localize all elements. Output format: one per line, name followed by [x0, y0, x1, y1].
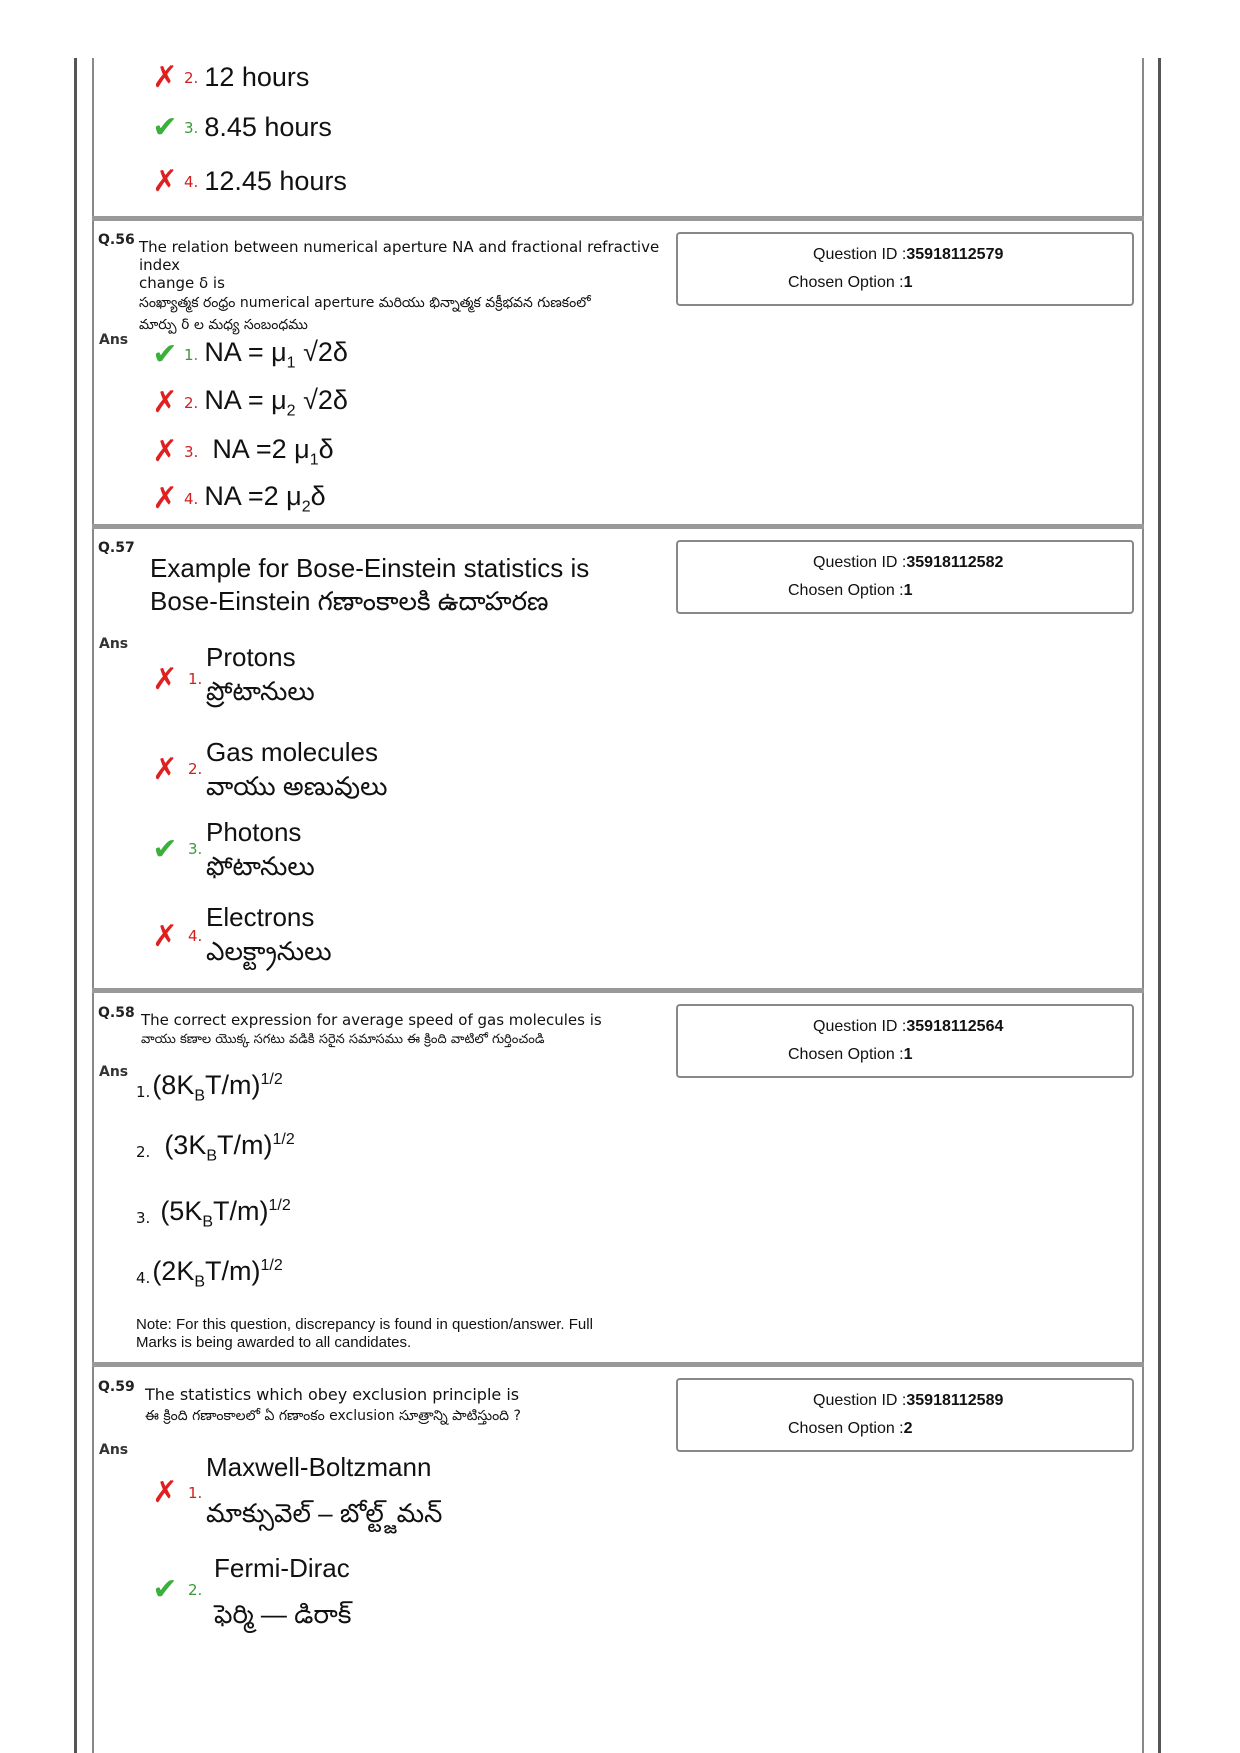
q58-option-3 — [136, 1196, 291, 1231]
formula-part: δ — [318, 434, 334, 464]
formula-subscript: B — [206, 1147, 218, 1165]
chosen-option: 2 — [903, 1420, 913, 1437]
option-text-en: Gas molecules — [206, 737, 378, 767]
question-id-label: Question ID : — [813, 554, 907, 571]
question-number: Q.59 — [98, 1379, 135, 1395]
question-text — [141, 1011, 602, 1049]
formula-superscript: 1/2 — [260, 1257, 283, 1274]
question-id-line — [813, 1018, 1003, 1036]
question-line-te: వాయు కణాల యొక్క సగటు వడికి సరైన సమాసము ఈ క్రింది వాటిలో గుర్తించండి — [141, 1032, 545, 1047]
q59-option-2 — [150, 1545, 530, 1645]
question-line: change δ is — [139, 274, 225, 292]
q57-option-1 — [150, 640, 450, 720]
formula-part: (3K — [164, 1130, 207, 1160]
section-divider — [92, 1362, 1144, 1367]
option-number: 2. — [188, 1581, 203, 1599]
option-number: 3. — [188, 840, 203, 858]
formula-part: NA =2 μ — [204, 481, 302, 511]
formula-part: T/m) — [217, 1130, 273, 1160]
note-line: Note: For this question, discrepancy is found in question/answer. Full — [136, 1316, 593, 1333]
option-text-te: ఫోటానులు — [206, 851, 315, 881]
cross-icon: ✗ — [152, 1475, 178, 1510]
formula-part: NA =2 μ — [212, 434, 310, 464]
question-id-line — [813, 554, 1003, 572]
question-id-line — [813, 246, 1003, 264]
option-text-te: ఎలక్ట్రానులు — [206, 936, 332, 966]
right-inner-border — [1142, 58, 1144, 1753]
option-text-en: Electrons — [206, 902, 315, 932]
option-formula — [164, 1130, 294, 1165]
option-formula — [160, 1196, 290, 1231]
option-number: 4. — [188, 927, 203, 945]
cross-icon: ✗ — [152, 919, 178, 954]
formula-part: (2K — [152, 1256, 195, 1286]
q59-option-1 — [150, 1444, 530, 1544]
question-line-te: Bose-Einstein గణాంకాలకి ఉదాహరణ — [150, 586, 549, 616]
left-outer-border — [74, 58, 77, 1753]
question-id-label: Question ID : — [813, 246, 907, 263]
option-number: 4. — [184, 172, 199, 191]
check-icon: ✔ — [152, 1572, 178, 1607]
check-icon: ✔ — [152, 832, 178, 867]
chosen-option-line — [788, 274, 913, 292]
question-line-te: ఈ క్రింది గణాంకాలలో ఏ గణాంకం exclusion సూత్రాన్ని పాటిస్తుంది ? — [145, 1408, 521, 1424]
formula-part: NA = μ — [204, 337, 287, 367]
q55-option-2 — [150, 59, 310, 95]
left-inner-border — [92, 58, 94, 1753]
option-text-en: Maxwell-Boltzmann — [206, 1452, 432, 1482]
cross-icon: ✗ — [152, 480, 178, 516]
q56-option-2 — [150, 385, 348, 420]
discrepancy-note — [136, 1316, 593, 1352]
formula-superscript: 1/2 — [268, 1197, 291, 1214]
option-text-te: వాయు అణువులు — [206, 771, 388, 801]
formula-subscript: B — [202, 1213, 214, 1231]
option-number: 3. — [136, 1208, 151, 1227]
q58-option-2 — [136, 1130, 295, 1165]
q56-option-4 — [150, 481, 326, 516]
chosen-option-line — [788, 1420, 913, 1438]
formula-superscript: 1/2 — [260, 1071, 283, 1088]
option-formula — [204, 337, 348, 372]
option-text-te: ప్రోటానులు — [206, 676, 315, 706]
option-number: 4. — [184, 489, 199, 508]
cross-icon: ✗ — [152, 752, 178, 787]
chosen-option: 1 — [903, 1046, 913, 1063]
option-formula — [152, 1070, 282, 1105]
question-text-en — [139, 238, 669, 334]
note-line: Marks is being awarded to all candidates. — [136, 1334, 412, 1351]
option-number: 1. — [188, 1484, 203, 1502]
option-text-en: Protons — [206, 642, 296, 672]
option-number: 2. — [184, 393, 199, 412]
question-line: The statistics which obey exclusion principle is — [145, 1385, 520, 1404]
formula-part: (5K — [160, 1196, 203, 1226]
option-text: 12 hours — [204, 62, 310, 92]
q57-option-2 — [150, 735, 450, 815]
question-info-box — [676, 1378, 1134, 1452]
chosen-option: 1 — [903, 274, 913, 291]
option-formula — [204, 385, 348, 420]
chosen-option-line — [788, 1046, 913, 1064]
section-divider — [92, 988, 1144, 993]
formula-subscript: B — [194, 1273, 206, 1291]
question-id: 35918112582 — [906, 554, 1004, 571]
option-number: 3. — [184, 442, 199, 461]
chosen-option-label: Chosen Option : — [788, 1420, 904, 1437]
formula-part: √2δ — [295, 337, 348, 367]
ans-label: Ans — [99, 332, 129, 348]
option-number: 3. — [184, 118, 199, 137]
question-line: The relation between numerical aperture NA and fractional refractive index — [139, 238, 660, 274]
question-number: Q.56 — [98, 232, 135, 248]
option-text-te: ఫెర్మి — డిరాక్ — [214, 1599, 352, 1629]
q55-option-4 — [150, 163, 347, 199]
cross-icon: ✗ — [152, 59, 178, 95]
option-text — [214, 1545, 351, 1637]
option-text-te: మాక్సువెల్ – బోల్ట్జ్‌మన్ — [206, 1498, 443, 1528]
section-divider — [92, 216, 1144, 221]
option-text: 8.45 hours — [204, 112, 332, 142]
formula-subscript: B — [194, 1087, 206, 1105]
formula-part: δ — [310, 481, 326, 511]
option-text — [206, 640, 315, 708]
question-line: The correct expression for average speed of gas molecules is — [141, 1011, 602, 1029]
question-info-box — [676, 1004, 1134, 1078]
option-formula — [204, 481, 325, 516]
question-id-label: Question ID : — [813, 1018, 907, 1035]
question-line-te: సంఖ్యాత్మక రంధ్రం numerical aperture మరియు భిన్నాత్మక వక్రీభవన గుణకంలో — [139, 295, 591, 311]
cross-icon: ✗ — [152, 163, 178, 199]
q55-option-3 — [150, 109, 332, 145]
question-number: Q.58 — [98, 1005, 135, 1021]
check-icon: ✔ — [152, 336, 178, 372]
option-number: 1. — [136, 1082, 151, 1101]
option-text — [206, 815, 315, 883]
formula-part: NA = μ — [204, 385, 287, 415]
option-formula — [212, 434, 333, 469]
question-text — [150, 552, 589, 618]
cross-icon: ✗ — [152, 384, 178, 420]
chosen-option-label: Chosen Option : — [788, 1046, 904, 1063]
option-text — [206, 1444, 442, 1536]
option-number: 4. — [136, 1268, 151, 1287]
question-line-te: మార్పు δ ల మధ్య సంబంధము — [139, 317, 308, 333]
chosen-option: 1 — [903, 582, 913, 599]
q58-option-4 — [136, 1256, 283, 1291]
option-text-en: Photons — [206, 817, 302, 847]
option-number: 1. — [184, 345, 199, 364]
option-number: 2. — [184, 68, 199, 87]
formula-subscript: 2 — [286, 402, 296, 420]
ans-label: Ans — [99, 636, 129, 652]
formula-subscript: 1 — [309, 451, 319, 469]
formula-subscript: 2 — [301, 498, 311, 516]
section-divider — [92, 524, 1144, 529]
question-id: 35918112579 — [906, 246, 1004, 263]
question-id-line — [813, 1392, 1003, 1410]
option-text: 12.45 hours — [204, 166, 347, 196]
chosen-option-label: Chosen Option : — [788, 274, 904, 291]
option-text — [206, 735, 388, 803]
question-id: 35918112564 — [906, 1018, 1004, 1035]
question-number: Q.57 — [98, 540, 135, 556]
q56-option-1 — [150, 337, 348, 372]
formula-part: (8K — [152, 1070, 195, 1100]
cross-icon: ✗ — [152, 662, 178, 697]
right-outer-border — [1158, 58, 1161, 1753]
check-icon: ✔ — [152, 109, 178, 145]
question-info-box — [676, 232, 1134, 306]
ans-label: Ans — [99, 1064, 129, 1080]
ans-label: Ans — [99, 1442, 129, 1458]
formula-part: T/m) — [205, 1070, 261, 1100]
question-info-box — [676, 540, 1134, 614]
formula-part: T/m) — [213, 1196, 269, 1226]
formula-part: √2δ — [295, 385, 348, 415]
q58-option-1 — [136, 1070, 283, 1105]
question-id: 35918112589 — [906, 1392, 1004, 1409]
q57-option-3 — [150, 815, 450, 895]
question-id-label: Question ID : — [813, 1392, 907, 1409]
option-text — [206, 900, 332, 968]
question-text — [145, 1386, 521, 1425]
option-formula — [152, 1256, 282, 1291]
option-number: 2. — [136, 1142, 151, 1161]
q57-option-4 — [150, 900, 450, 980]
question-line: Example for Bose-Einstein statistics is — [150, 553, 590, 583]
formula-superscript: 1/2 — [272, 1131, 295, 1148]
option-number: 2. — [188, 760, 203, 778]
option-number: 1. — [188, 670, 203, 688]
chosen-option-label: Chosen Option : — [788, 582, 904, 599]
formula-part: T/m) — [205, 1256, 261, 1286]
option-text-en: Fermi-Dirac — [214, 1553, 350, 1583]
q56-option-3 — [150, 434, 334, 469]
cross-icon: ✗ — [152, 433, 178, 469]
formula-subscript: 1 — [286, 354, 296, 372]
chosen-option-line — [788, 582, 913, 600]
